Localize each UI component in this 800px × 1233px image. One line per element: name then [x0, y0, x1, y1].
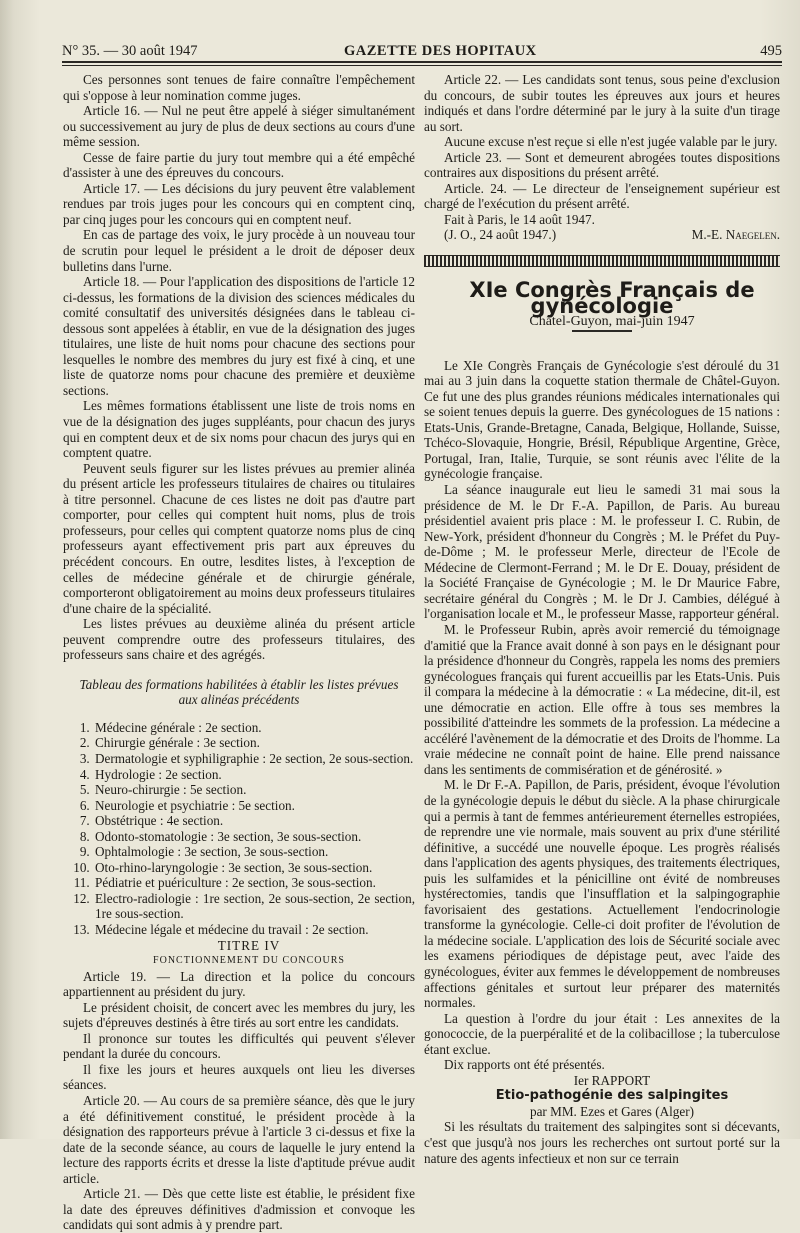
report-subtitle: Etio-pathogénie des salpingites: [495, 1088, 729, 1104]
paragraph: Article 16. — Nul ne peut être appelé à siéger simultanément ou successivement au jury de plus de deux sections au cours d'une même session.: [63, 103, 415, 150]
paragraph: Article 22. — Les candidats sont tenus, sous peine d'exclusion du concours, de subir toutes les épreuves aux jours et heures indiqués et dans l'ordre déterminé par le jury à la suite d'un tirage au sort.: [424, 72, 780, 134]
section-subtitle: FONCTIONNEMENT DU CONCOURS: [153, 955, 345, 967]
list-item: 5. Neuro-chirurgie : 5e section.: [93, 782, 415, 798]
paragraph: Article 17. — Les décisions du jury peuvent être valablement rendues par trois juges pour les concours qui en comptent cinq, par cinq juges pour les concours qui en comptent neuf.: [63, 180, 415, 227]
issue-number: N° 35. — 30 août 1947: [62, 43, 198, 59]
list-item: 7. Obstétrique : 4e section.: [93, 813, 415, 829]
formations-list: [63, 720, 415, 938]
signatory-name: M.-E. Naegelen.: [691, 227, 780, 243]
short-divider: [572, 330, 632, 332]
right-column: [424, 72, 780, 1166]
paragraph: Le président choisit, de concert avec les membres du jury, les sujets d'épreuves destinés à être tirés au sort entre les candidats.: [63, 999, 415, 1031]
report-authors: par MM. Ezes et Gares (Alger): [529, 1103, 695, 1119]
report-title: Ier RAPPORT: [573, 1072, 651, 1088]
paragraph: Fait à Paris, le 14 août 1947.: [444, 211, 595, 227]
page-header: [62, 40, 782, 62]
list-item: 1. Médecine générale : 2e section.: [93, 720, 415, 736]
paragraph: Article. 24. — Le directeur de l'enseignement supérieur est chargé de l'exécution du présent arrêté.: [424, 180, 780, 212]
article-subtitle: Châtel-Guyon, mai-juin 1947: [529, 314, 695, 330]
list-item: 8. Odonto-stomatologie : 3e section, 3e sous-section.: [93, 829, 415, 845]
list-item: 11. Pédiatrie et puériculture : 2e section, 3e sous-section.: [93, 875, 415, 891]
paragraph: Il fixe les jours et heures auxquels ont lieu les diverses séances.: [63, 1061, 415, 1093]
list-item: 9. Ophtalmologie : 3e section, 3e sous-section.: [93, 844, 415, 860]
left-column: [63, 72, 415, 1233]
header-rule-thin: [62, 65, 782, 66]
list-item: 4. Hydrologie : 2e section.: [93, 767, 415, 783]
paragraph: La séance inaugurale eut lieu le samedi 31 mai sous la présidence de M. le Dr F.-A. Papillon, de Paris. Au bureau présidentiel avaient pris place : M. le professeur I. C. Rubin, de New-York, président d'honneur du Congrès ; M. le Préfet du Puy-de-Dôme ; M. le professeur Merle, directeur de l'Ecole de Médecine de Clermont-Ferrand ; M. le Dr E. Douay, président de la Société Française de Gynécologie ; M. le Dr Maurice Fabre, secrétaire général du Congrès ; M. le Dr J. Cambies, délégué à l'organisation locale et M., le professeur Masse, rapporteur général.: [424, 482, 780, 622]
paragraph: La question à l'ordre du jour était : Les annexites de la gonococcie, de la puerpéralité et de la colibacillose ; la tuberculose étant exclue.: [424, 1010, 780, 1057]
section-title: TITRE IV: [217, 937, 281, 953]
paragraph: Ces personnes sont tenues de faire connaître l'empêchement qui s'oppose à leur nomination comme juges.: [63, 72, 415, 103]
list-item: 13. Médecine légale et médecine du travail : 2e section.: [93, 922, 415, 938]
signature-line: [424, 227, 780, 243]
list-item: 2. Chirurgie générale : 3e section.: [93, 735, 415, 751]
paragraph: Article 23. — Sont et demeurent abrogées toutes dispositions contraires aux dispositions du présent arrêté.: [424, 149, 780, 181]
paragraph: Dix rapports ont été présentés.: [444, 1057, 605, 1073]
page-number: 495: [760, 43, 782, 59]
paragraph: Article 19. — La direction et la police du concours appartiennent au président du jury.: [63, 968, 415, 1000]
decorative-divider: [424, 255, 780, 267]
list-item: 10. Oto-rhino-laryngologie : 3e section, 3e sous-section.: [93, 860, 415, 876]
table-caption: Tableau des formations habilitées à établir les listes prévues aux alinéas précédents: [79, 676, 399, 708]
paragraph: M. le Professeur Rubin, après avoir remercié du témoignage d'amitié que la France avait donné à son pays en le désignant pour la présidence d'honneur du Congrès, rappela les noms des premiers gynécologues français qui furent accueillis par les Etats-Unis. Puis il compara la médecine à la démocratie : « La médecine, dit-il, est une démocratie en action. Elle offre à tous ses membres la possibilité d'atteindre les sommets de la profession. La médecine a accéléré l'avènement de la démocratie et des Droits de l'homme. La vraie médecine ne connaît point de haine. Elle prend naissance dans les sentiments de commisération et de générosité. »: [424, 621, 780, 777]
list-item: 6. Neurologie et psychiatrie : 5e section.: [93, 798, 415, 814]
paragraph: Le XIe Congrès Français de Gynécologie s'est déroulé du 31 mai au 3 juin dans la coquette station thermale de Châtel-Guyon. Ce fut une des plus grandes réunions médicales internationales qui se soient tenues depuis la guerre. Des gynécologues de 15 nations : Etats-Unis, Grande-Bretagne, Canada, Belgique, Hollande, Suisse, Tchéco-Slovaquie, Hongrie, Brésil, République Argentine, Grèce, Portugal, Iran, Italie, Turquie, se sont réunis avec l'élite de la gynécologie française.: [424, 357, 780, 482]
paragraph: Aucune excuse n'est reçue si elle n'est jugée valable par le jury.: [444, 134, 778, 150]
paragraph: M. le Dr F.-A. Papillon, de Paris, président, évoque l'évolution de la gynécologie depuis le début du siècle. A la phase chirurgicale qui a permis à tant de femmes antérieurement éternelles estropiées, de reprendre une vie normale, mais souvent au prix d'une stérilité définitive, a succédé une nouvelle époque. Les progrès réalisés dans l'application des agents physiques, des traitements électriques, puis les sulfamides et la pénicilline ont évité de nombreuses hystérectomies, tandis que l'insufflation et la salpingographie favorisaient des gestations. Actuellement l'endocrinologie transforme la gynécologie. Celle-ci doit profiter de l'évolution de la médecine sociale. L'application des lois de Sécurité sociale avec les examens périodiques de dépistage peut, avec l'aide des gynécologues, éviter aux femmes le développement de nombreuses affections génitales et surtout leur préparer des maternités normales.: [424, 777, 780, 1011]
paragraph: Article 21. — Dès que cette liste est établie, le président fixe la date des épreuves définitives d'admission et convoque les candidats qui sont admis à y prendre part.: [63, 1186, 415, 1233]
paragraph: Peuvent seuls figurer sur les listes prévues au premier alinéa du présent article les professeurs titulaires de chaires ou titulaires à titre personnel. Chacune de ces listes ne doit pas d'autre part comporter, pour celles qui comptent huit noms, plus de trois professeurs, pour celles qui comptent quatorze noms plus de cinq professeurs ayant effectivement pris part aux épreuves du précédent concours. En outre, lesdites listes, à l'exception de celles de médecine générale et de chirurgie générale, comporteront obligatoirement au moins deux professeurs titulaires d'une chaire de la spécialité.: [63, 460, 415, 616]
header-rule: [62, 61, 782, 63]
paragraph: Les mêmes formations établissent une liste de trois noms en vue de la désignation des juges suppléants, pour chacun des jurys qui en comptent deux et de six noms pour chacun des jurys qui en comptent quatre.: [63, 398, 415, 461]
article-title: XIe Congrès Français de gynécologie: [469, 278, 755, 318]
paragraph: Si les résultats du traitement des salpingites sont si décevants, c'est que jusqu'à nos jours les recherches ont surtout porté sur la nature des agents infectieux et non sur ce terrain: [424, 1119, 780, 1166]
paragraph: Cesse de faire partie du jury tout membre qui a été empêché d'assister à une des épreuves du concours.: [63, 149, 415, 181]
paragraph: Les listes prévues au deuxième alinéa du présent article peuvent comprendre outre des professeurs titulaires, des professeurs sans chaire et des agrégés.: [63, 616, 415, 663]
paragraph: Article 18. — Pour l'application des dispositions de l'article 12 ci-dessus, les formations de la division des sciences médicales du comité consultatif des universités désignées dans le tableau ci-dessous sont appelées à établir, en vue de la désignation des juges titulaires, une liste de huit noms pour chacune des sections pour lesquelles le nombre des membres du jury est fixé à cinq, et une liste de quatorze noms pour chacune des première et deuxième sections.: [63, 274, 415, 398]
list-item: 3. Dermatologie et syphiligraphie : 2e section, 2e sous-section.: [93, 751, 415, 767]
paragraph: En cas de partage des voix, le jury procède à un nouveau tour de scrutin pour lequel le président a le droit de déposer deux bulletins dans l'urne.: [63, 227, 415, 274]
source-reference: (J. O., 24 août 1947.): [444, 227, 557, 243]
paragraph: Article 20. — Au cours de sa première séance, dès que le jury a été définitivement constitué, le président procède à la désignation des rapporteurs prévue à l'article 3 ci-dessus et fixe la date de la seconde séance, au cours de laquelle le jury entend la lecture des rapports écrits et dresse la liste d'aptitude prévue audit article.: [63, 1093, 415, 1186]
list-item: 12. Electro-radiologie : 1re section, 2e sous-section, 2e section, 1re sous-section.: [93, 891, 415, 922]
journal-title: GAZETTE DES HOPITAUX: [344, 43, 537, 59]
paragraph: Il prononce sur toutes les difficultés qui peuvent s'élever pendant la durée du concours.: [63, 1030, 415, 1062]
